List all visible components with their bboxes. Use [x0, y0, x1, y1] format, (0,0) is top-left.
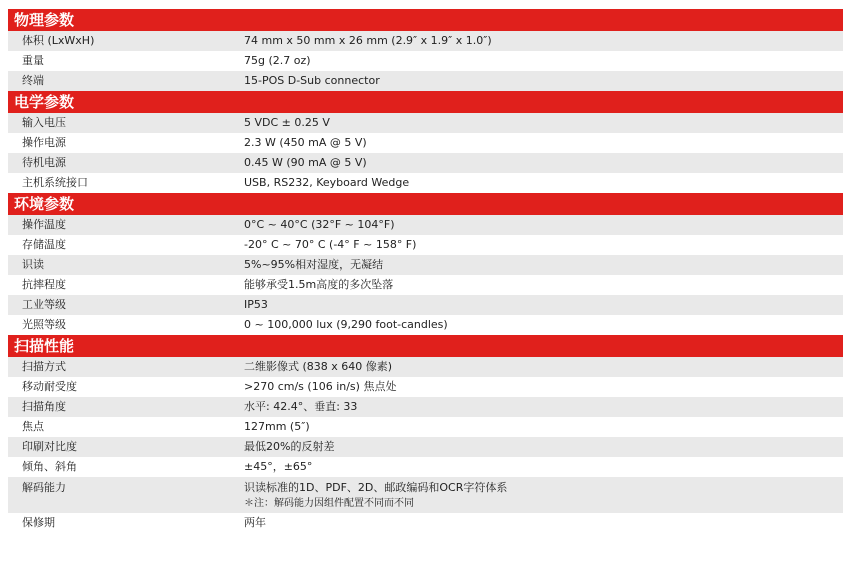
- section-environmental: [8, 193, 843, 335]
- spec-row-weight: [8, 51, 843, 71]
- spec-label: 抗摔程度: [22, 278, 66, 291]
- spec-label: 扫描方式: [22, 360, 66, 373]
- spec-value: 0.45 W (90 mA @ 5 V): [244, 156, 367, 169]
- spec-row-operating-temp: [8, 215, 843, 235]
- spec-label: 待机电源: [22, 156, 66, 169]
- spec-label: 体积 (LxWxH): [22, 34, 95, 47]
- spec-row-print-contrast: [8, 437, 843, 457]
- spec-row-scan-angle: [8, 397, 843, 417]
- spec-value: 水平: 42.4°、垂直: 33: [244, 400, 358, 413]
- spec-label: 焦点: [22, 420, 44, 433]
- spec-row-motion-tolerance: [8, 377, 843, 397]
- spec-row-ambient-light: [8, 315, 843, 335]
- spec-row-terminal: [8, 71, 843, 91]
- spec-value-group: [238, 480, 843, 513]
- spec-label: 操作温度: [22, 218, 66, 231]
- spec-row-scan-type: [8, 357, 843, 377]
- section-electrical: [8, 91, 843, 193]
- spec-label: 终端: [22, 74, 44, 87]
- spec-row-operating-power: [8, 133, 843, 153]
- spec-row-standby-power: [8, 153, 843, 173]
- spec-label: 输入电压: [22, 116, 66, 129]
- spec-label: 操作电源: [22, 136, 66, 149]
- spec-value: 识读标准的1D、PDF、2D、邮政编码和OCR字符体系: [244, 481, 508, 494]
- spec-value: 0°C ~ 40°C (32°F ~ 104°F): [244, 218, 395, 231]
- spec-label: 存储温度: [22, 238, 66, 251]
- spec-value: IP53: [244, 298, 268, 311]
- spec-value: 0 ~ 100,000 lux (9,290 foot-candles): [244, 318, 448, 331]
- spec-value: 74 mm x 50 mm x 26 mm (2.9″ x 1.9″ x 1.0″): [244, 34, 492, 47]
- spec-value: 127mm (5″): [244, 420, 310, 433]
- section-header: 物理参数: [8, 9, 843, 31]
- spec-value: 2.3 W (450 mA @ 5 V): [244, 136, 367, 149]
- spec-label: 工业等级: [22, 298, 66, 311]
- spec-note: ＊注：解码能力因组件配置不同而不同: [244, 498, 414, 509]
- spec-row-ip-rating: [8, 295, 843, 315]
- spec-label: 识读: [22, 258, 44, 271]
- spec-value: 5 VDC ± 0.25 V: [244, 116, 330, 129]
- spec-label: 解码能力: [22, 481, 66, 494]
- spec-label: 印刷对比度: [22, 440, 77, 453]
- spec-value: 能够承受1.5m高度的多次坠落: [244, 278, 394, 291]
- section-header: 电学参数: [8, 91, 843, 113]
- spec-label: 移动耐受度: [22, 380, 77, 393]
- spec-row-drop-resistance: [8, 275, 843, 295]
- spec-label: 倾角、斜角: [22, 460, 77, 473]
- spec-label: 光照等级: [22, 318, 66, 331]
- spec-row-storage-temp: [8, 235, 843, 255]
- spec-value: >270 cm/s (106 in/s) 焦点处: [244, 380, 397, 393]
- section-header: 扫描性能: [8, 335, 843, 357]
- spec-value: 二维影像式 (838 x 640 像素): [244, 360, 393, 373]
- spec-row-pitch-skew: [8, 457, 843, 477]
- section-physical: [8, 9, 843, 91]
- spec-label: 扫描角度: [22, 400, 66, 413]
- spec-value: 两年: [244, 516, 266, 529]
- section-header: 环境参数: [8, 193, 843, 215]
- spec-row-host-interface: [8, 173, 843, 193]
- spec-value: 最低20%的反射差: [244, 440, 335, 453]
- spec-label: 保修期: [22, 516, 55, 529]
- spec-label: 主机系统接口: [22, 176, 88, 189]
- spec-value: 5%~95%相对湿度，无凝结: [244, 258, 384, 271]
- spec-value: ±45°，±65°: [244, 460, 313, 473]
- spec-row-humidity: [8, 255, 843, 275]
- section-scanning: [8, 335, 843, 533]
- spec-row-input-voltage: [8, 113, 843, 133]
- spec-row-focal-point: [8, 417, 843, 437]
- spec-row-dimensions: [8, 31, 843, 51]
- spec-value: -20° C ~ 70° C (-4° F ~ 158° F): [244, 238, 417, 251]
- spec-sheet: [8, 9, 843, 533]
- spec-value: 15-POS D-Sub connector: [244, 74, 380, 87]
- spec-label: 重量: [22, 54, 44, 67]
- spec-row-warranty: [8, 513, 843, 533]
- spec-row-decode-capability: [8, 477, 843, 513]
- spec-value: USB, RS232, Keyboard Wedge: [244, 176, 410, 189]
- spec-value: 75g (2.7 oz): [244, 54, 311, 67]
